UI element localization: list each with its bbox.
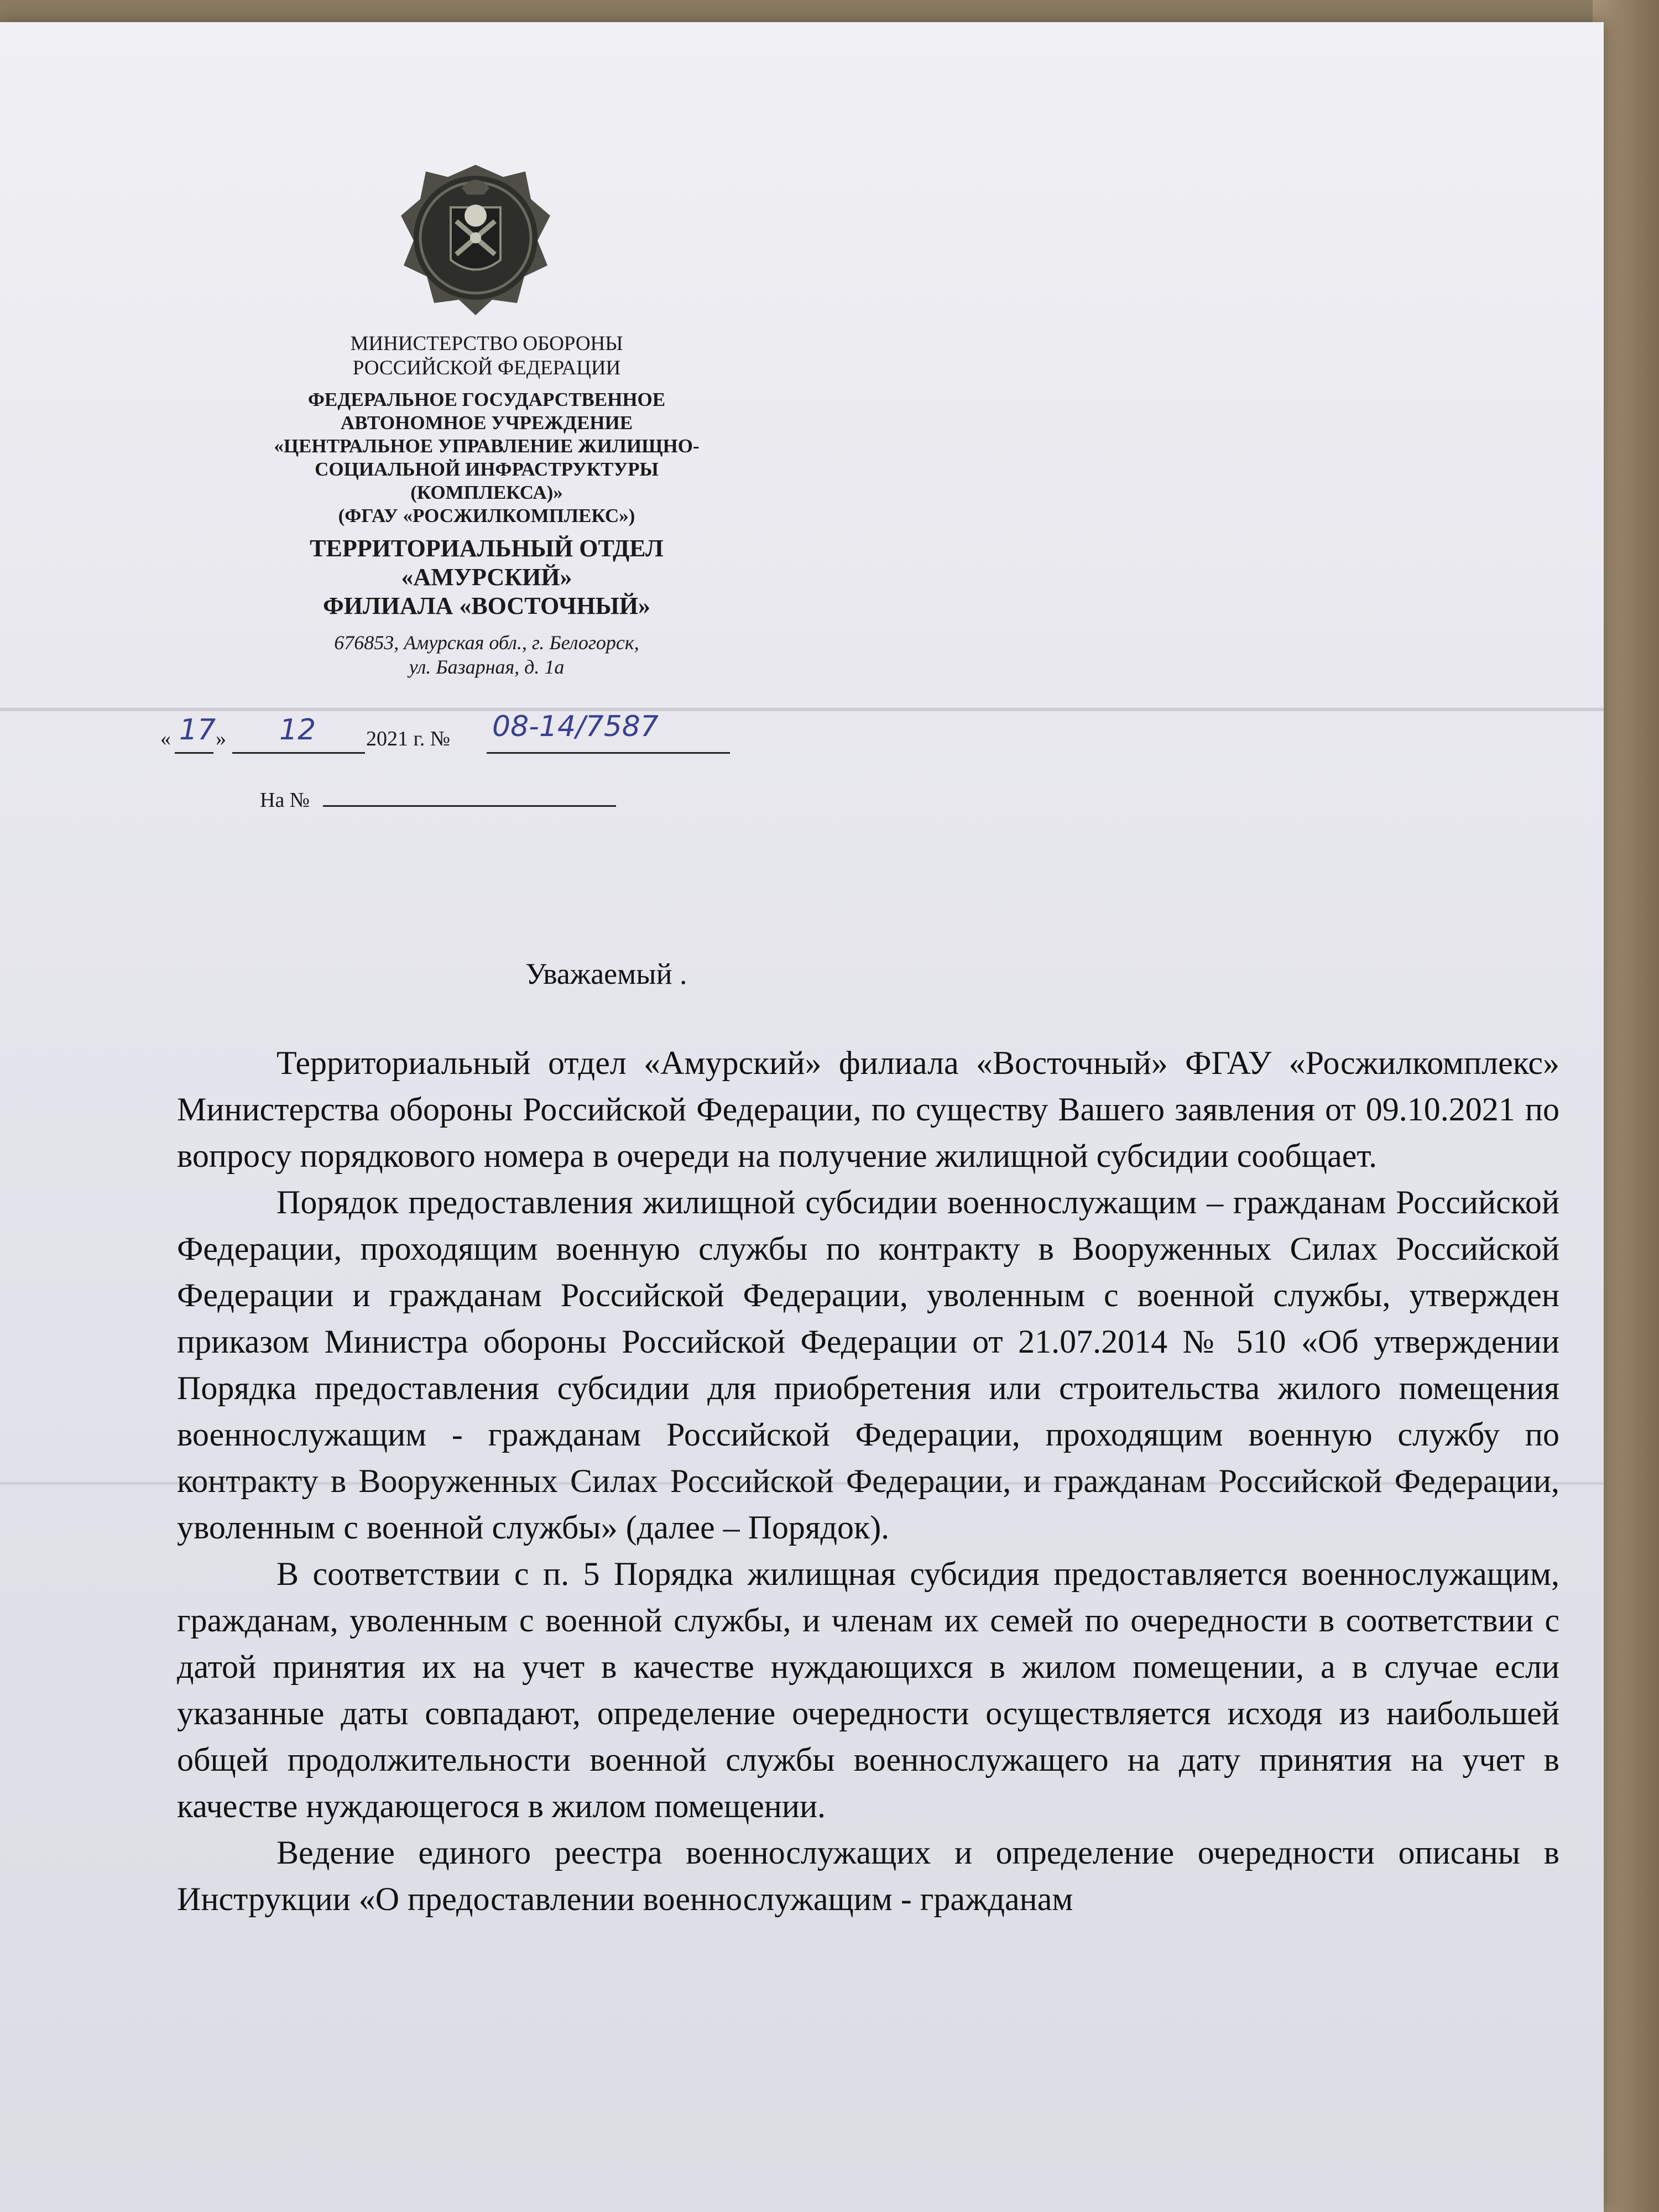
ministry-name-line1: МИНИСТЕРСТВО ОБОРОНЫ — [350, 332, 623, 355]
registration-month: 12 — [279, 713, 316, 747]
dept-line: ТЕРРИТОРИАЛЬНЫЙ ОТДЕЛ — [310, 535, 664, 562]
dept-line: «АМУРСКИЙ» — [401, 564, 572, 591]
greeting: Уважаемый . — [525, 957, 687, 990]
org-line: ФЕДЕРАЛЬНОЕ ГОСУДАРСТВЕННОЕ — [307, 389, 666, 410]
paragraph: Ведение единого реестра военнослужащих и определение очередности описаны в Инструкции «О предоставлении военнослужащим - гражданам — [177, 1834, 1559, 1917]
paragraph: Порядок предоставления жилищной субсидии военнослужащим – гражданам Российской Федерации, проходящим военную службы по контракту в Вооруженных Силах Российской Федерации и гражданам Российской Федерации, уволенным с военной службы, утвержден приказом Министра обороны Российской Федерации от 21.07.2014 № 510 «Об утверждении Порядка предоставления субсидии для приобретения или строительства жилого помещения военнослужащим - гражданам Российской Федерации, проходящим военную службу по контракту в Вооруженных Силах Российской Федерации, и гражданам Российской Федерации, уволенным с военной службы» (далее – Порядок). — [177, 1184, 1559, 1546]
year-label: 2021 г. № — [366, 727, 451, 750]
paragraph: Территориальный отдел «Амурский» филиала «Восточный» ФГАУ «Росжилкомплекс» Министерства обороны Российской Федерации, по существу Вашего заявления от 09.10.2021 по вопросу порядкового номера в очереди на получение жилищной субсидии сообщает. — [177, 1045, 1559, 1174]
month-underline — [232, 752, 365, 754]
number-underline — [487, 752, 730, 754]
org-line: (КОМПЛЕКСА)» — [410, 482, 563, 503]
address — [166, 630, 807, 679]
quote-open: « — [160, 727, 171, 750]
reference-underline — [323, 805, 616, 807]
ministry-name-line2: РОССИЙСКОЙ ФЕДЕРАЦИИ — [352, 357, 621, 379]
dept-line: ФИЛИАЛА «ВОСТОЧНЫЙ» — [322, 592, 651, 619]
org-line: АВТОНОМНОЕ УЧРЕЖДЕНИЕ — [340, 412, 633, 434]
department-name — [166, 534, 807, 620]
registration-line — [160, 710, 735, 758]
registration-number: 08-14/7587 — [492, 710, 659, 743]
ministry-emblem-icon — [393, 155, 559, 321]
address-line1: 676853, Амурская обл., г. Белогорск, — [334, 632, 639, 654]
address-line2: ул. Базарная, д. 1а — [409, 656, 565, 678]
org-line: (ФГАУ «РОСЖИЛКОМПЛЕКС») — [338, 505, 635, 526]
letter-body — [177, 1040, 1559, 1922]
reference-label: На № — [260, 789, 310, 812]
letterhead — [166, 332, 807, 679]
reference-line — [260, 788, 616, 812]
org-line: «ЦЕНТРАЛЬНОЕ УПРАВЛЕНИЕ ЖИЛИЩНО- — [274, 435, 700, 457]
document-page — [0, 22, 1604, 2212]
registration-day: 17 — [179, 713, 216, 747]
quote-close: » — [216, 727, 226, 750]
paragraph: В соответствии с п. 5 Порядка жилищная субсидия предоставляется военнослужащим, гражданам, уволенным с военной службы, и членам их семей по очередности в соответствии с датой принятия их на учет в качестве нуждающихся в жилом помещении, а в случае если указанные даты совпадают, определение очередности осуществляется исходя из наибольшей общей продолжительности военной службы военнослужащего на дату принятия на учет в качестве нуждающегося в жилом помещении. — [177, 1556, 1559, 1824]
organization-name — [166, 388, 807, 528]
org-line: СОЦИАЛЬНОЙ ИНФРАСТРУКТУРЫ — [315, 458, 659, 480]
day-underline — [175, 752, 213, 754]
